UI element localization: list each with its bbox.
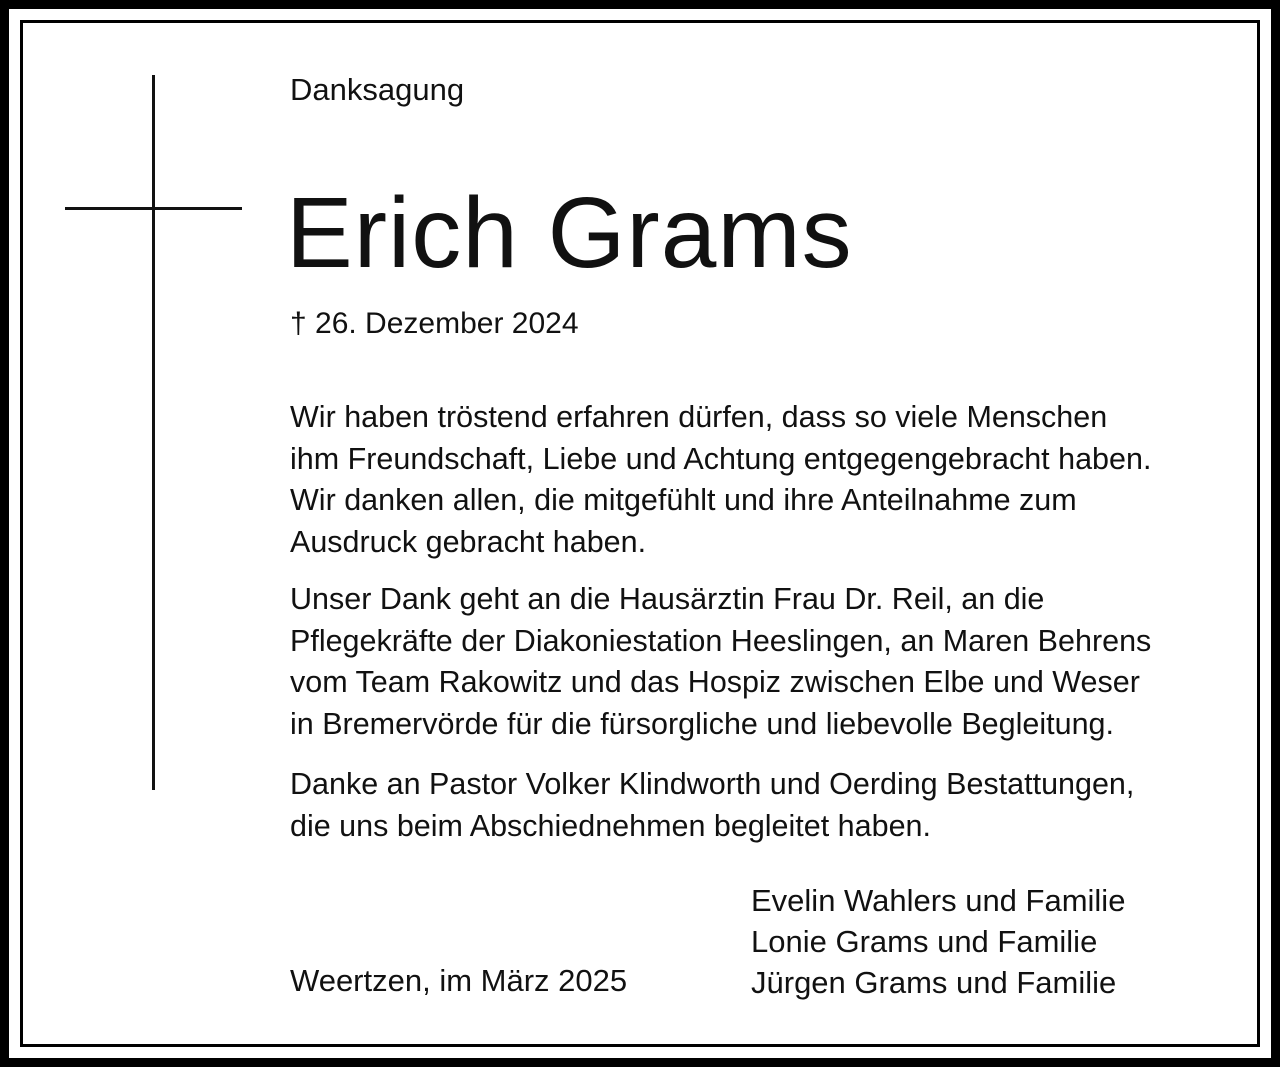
paragraph-thanks-general [290,397,1240,563]
paragraph-line: vom Team Rakowitz und das Hospiz zwischen Elbe und Weser [290,665,1140,699]
paragraph-line: Wir danken allen, die mitgefühlt und ihre Anteilnahme zum [290,483,1077,517]
paragraph-thanks-pastor [290,764,1240,847]
paragraph-line: ihm Freundschaft, Liebe und Achtung entgegengebracht haben. [290,441,1152,476]
deceased-name: Erich Grams [286,177,853,289]
paragraph-line: in Bremervörde für die fürsorgliche und liebevolle Begleitung. [290,706,1114,741]
paragraph-line: Unser Dank geht an die Hausärztin Frau Dr. Reil, an die [290,582,1045,616]
paragraph-line: Wir haben tröstend erfahren dürfen, dass so viele Menschen [290,400,1108,434]
heading-danksagung: Danksagung [290,72,465,107]
signature-line: Evelin Wahlers und Familie [751,883,1126,918]
cross-vertical-bar [152,75,155,790]
signatures [751,880,1125,1003]
paragraph-line: Danke an Pastor Volker Klindworth und Oerding Bestattungen, [290,767,1135,801]
cross-horizontal-bar [65,207,242,210]
paragraph-line: Pflegekräfte der Diakoniestation Heeslingen, an Maren Behrens [290,623,1152,658]
paragraph-thanks-care [290,579,1240,745]
death-date: † 26. Dezember 2024 [290,307,579,340]
paragraph-line: Ausdruck gebracht haben. [290,524,647,559]
signature-line: Lonie Grams und Familie [751,924,1098,959]
paragraph-line: die uns beim Abschiednehmen begleitet haben. [290,808,931,843]
place-and-date: Weertzen, im März 2025 [290,963,628,998]
signature-line: Jürgen Grams und Familie [751,965,1117,1000]
